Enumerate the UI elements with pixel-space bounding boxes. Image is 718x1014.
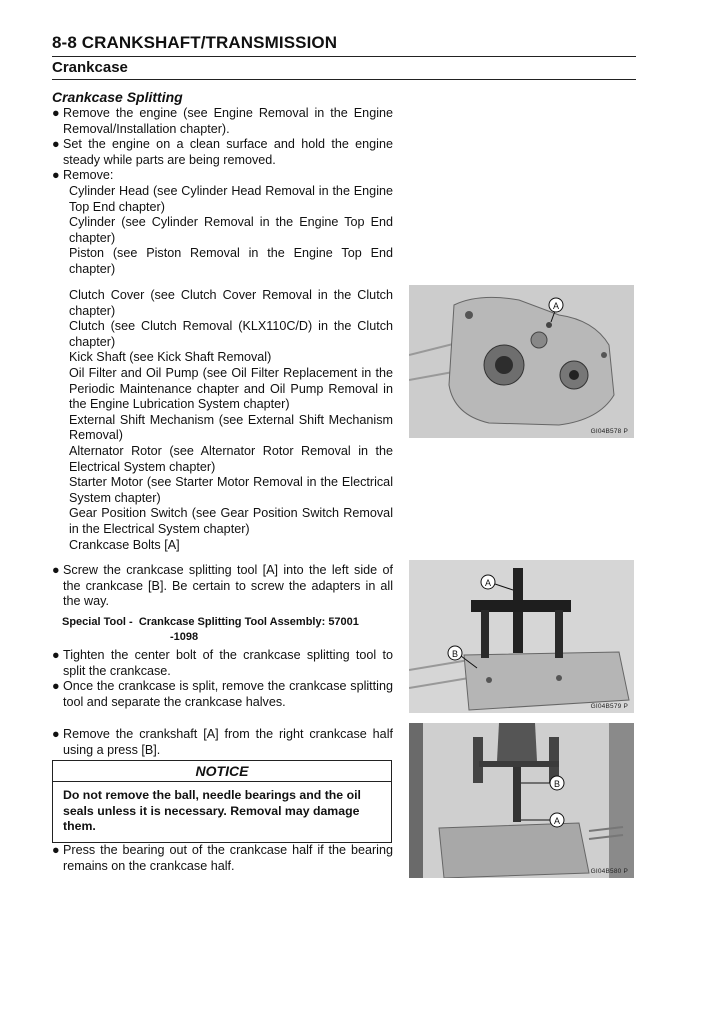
- figure-splitting-tool: [409, 560, 634, 713]
- callout-label: B: [451, 649, 459, 659]
- steps-block-5: [52, 843, 393, 874]
- remove-item: Kick Shaft (see Kick Shaft Removal): [69, 350, 272, 365]
- steps-block-1: [52, 106, 393, 278]
- figure-code: GI04B580 P: [590, 868, 628, 875]
- remove-item: Cylinder Head (see Cylinder Head Removal in the Engine Top End chapter): [69, 183, 393, 214]
- notice-heading: NOTICE: [53, 761, 391, 782]
- step-item: ● Set the engine on a clean surface and hold the engine steady while parts are being removed.: [52, 137, 393, 167]
- remove-item: Starter Motor (see Starter Motor Removal in the Electrical System chapter): [69, 475, 393, 505]
- special-tool-name: Crankcase Splitting Tool Assembly: 57001: [138, 616, 359, 628]
- special-tool-number: -1098: [170, 630, 199, 643]
- steps-block-2: [52, 563, 393, 610]
- remove-list-2: [52, 288, 393, 553]
- figure-code: GI04B578 P: [590, 428, 628, 435]
- remove-item: Alternator Rotor (see Alternator Rotor Removal in the Electrical System chapter): [69, 443, 393, 474]
- title-rule: [52, 56, 636, 57]
- callout-label: B: [553, 779, 561, 789]
- press-illustration: [409, 723, 634, 878]
- figure-code: GI04B579 P: [590, 703, 628, 710]
- section-title: Crankcase: [52, 59, 128, 76]
- step-item: ● Remove the engine (see Engine Removal in the Engine Removal/Installation chapter).: [52, 106, 393, 136]
- step-item: ● Press the bearing out of the crankcase half if the bearing remains on the crankcase half.: [52, 843, 393, 873]
- remove-item: Oil Filter and Oil Pump (see Oil Filter Replacement in the Periodic Maintenance chapter and Oil Pump Removal in the Engine Lubrication System chapter): [69, 365, 393, 412]
- figure-press-crankshaft: [409, 723, 634, 878]
- splitting-tool-illustration: [409, 560, 634, 713]
- remove-item: Clutch Cover (see Clutch Cover Removal in the Clutch chapter): [69, 288, 393, 318]
- callout-label: A: [552, 301, 560, 311]
- step-item: ● Tighten the center bolt of the crankcase splitting tool to split the crankcase.: [52, 648, 393, 678]
- step-item: ● Remove:: [52, 168, 114, 183]
- step-item: ● Remove the crankshaft [A] from the right crankcase half using a press [B].: [52, 727, 393, 757]
- special-tool-label: Special Tool -: [62, 616, 133, 628]
- remove-item: Clutch (see Clutch Removal (KLX110C/D) in the Clutch chapter): [69, 319, 393, 349]
- subsection-title: Crankcase Splitting: [52, 89, 183, 105]
- remove-item: Piston (see Piston Removal in the Engine Top End chapter): [69, 246, 393, 276]
- section-rule: [52, 79, 636, 80]
- notice-text: Do not remove the ball, needle bearings and the oil seals unless it is necessary. Removal may damage them.: [63, 788, 361, 834]
- page-title: 8-8 CRANKSHAFT/TRANSMISSION: [52, 33, 338, 52]
- callout-label: A: [553, 816, 561, 826]
- crankcase-photo-illustration: [409, 285, 634, 438]
- step-item: ● Screw the crankcase splitting tool [A] into the left side of the crankcase [B]. Be certain to screw the adapters in all the way.: [52, 563, 393, 609]
- remove-item: Gear Position Switch (see Gear Position Switch Removal in the Electrical System chapter): [69, 506, 393, 536]
- remove-item: Cylinder (see Cylinder Removal in the Engine Top End chapter): [69, 215, 393, 245]
- special-tool-note: [62, 615, 393, 644]
- callout-label: A: [484, 578, 492, 588]
- notice-box: [52, 760, 392, 843]
- figure-crankcase-bolts: [409, 285, 634, 438]
- remove-item: External Shift Mechanism (see External Shift Mechanism Removal): [69, 412, 393, 443]
- steps-block-4: [52, 727, 393, 758]
- remove-item: Crankcase Bolts [A]: [69, 537, 180, 552]
- steps-block-3: [52, 648, 393, 710]
- step-item: ● Once the crankcase is split, remove the crankcase splitting tool and separate the crankcase halves.: [52, 679, 393, 709]
